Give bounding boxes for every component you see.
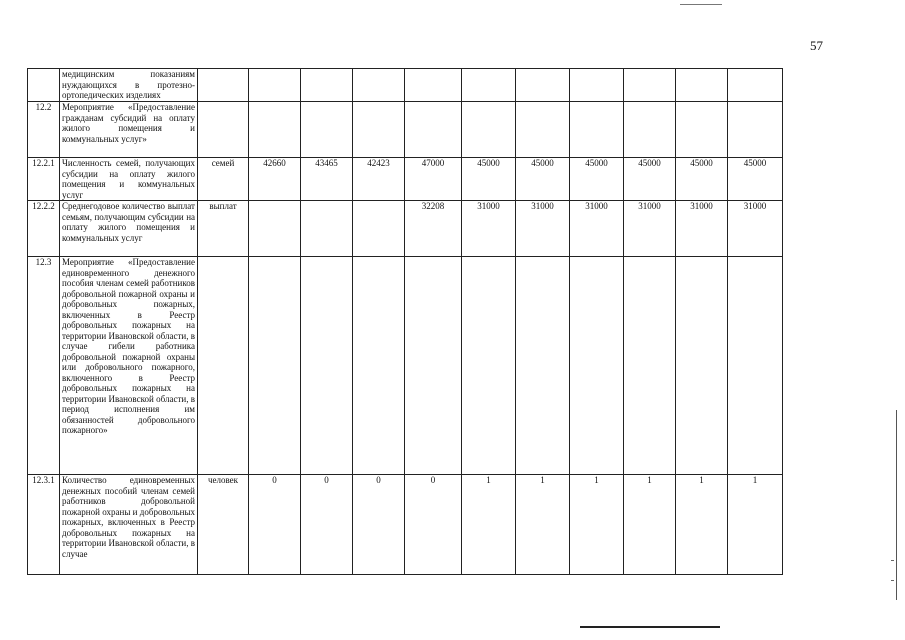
row-description: Количество единовременных денежных пособий членам семей работников добровольной пожарной охраны и добровольных пожарных, включенных в Реестр добровольных пожарных на территории Ивановской области, в случае (60, 475, 198, 575)
row-description: Среднегодовое количество выплат семьям, получающим субсидии на оплату жилого помещения и коммунальных услуг (60, 201, 198, 257)
value-cell (462, 257, 516, 475)
value-cell (624, 69, 676, 102)
table-row (28, 158, 783, 201)
value-cell: 45000 (624, 158, 676, 201)
value-cell: 42423 (353, 158, 405, 201)
row-unit (198, 257, 249, 475)
value-cell (353, 257, 405, 475)
value-cell (301, 257, 353, 475)
scan-artifact-right-edge (896, 410, 897, 600)
value-cell: 1 (516, 475, 570, 575)
value-cell (462, 102, 516, 158)
value-cell (249, 201, 301, 257)
value-cell (405, 257, 462, 475)
scan-artifact-bottom (580, 626, 720, 628)
value-cell (728, 69, 783, 102)
row-number: 12.2.1 (28, 158, 60, 201)
indicator-table (27, 68, 783, 575)
value-cell: 42660 (249, 158, 301, 201)
value-cell (353, 201, 405, 257)
row-description: медицинским показаниям нуждающихся в протезно-ортопедических изделиях (60, 69, 198, 102)
table-row (28, 69, 783, 102)
value-cell: 1 (624, 475, 676, 575)
row-number (28, 69, 60, 102)
value-cell (570, 257, 624, 475)
scan-artifact-tick (891, 580, 894, 581)
value-cell (570, 102, 624, 158)
value-cell: 45000 (516, 158, 570, 201)
page-number: 57 (810, 38, 823, 53)
value-cell: 1 (570, 475, 624, 575)
value-cell: 32208 (405, 201, 462, 257)
row-unit (198, 69, 249, 102)
value-cell: 1 (462, 475, 516, 575)
row-unit: семей (198, 158, 249, 201)
value-cell (353, 69, 405, 102)
value-cell: 45000 (676, 158, 728, 201)
row-description: Мероприятие «Предоставление гражданам субсидий на оплату жилого помещения и коммунальных услуг» (60, 102, 198, 158)
value-cell (624, 257, 676, 475)
value-cell (301, 102, 353, 158)
value-cell (405, 69, 462, 102)
row-number: 12.2 (28, 102, 60, 158)
value-cell (516, 257, 570, 475)
value-cell: 47000 (405, 158, 462, 201)
value-cell: 31000 (462, 201, 516, 257)
value-cell (676, 69, 728, 102)
scan-artifact-top (680, 4, 722, 5)
value-cell: 31000 (516, 201, 570, 257)
value-cell: 0 (249, 475, 301, 575)
row-unit (198, 102, 249, 158)
row-description: Численность семей, получающих субсидии на оплату жилого помещения и коммунальных услуг (60, 158, 198, 201)
value-cell: 45000 (728, 158, 783, 201)
value-cell: 0 (301, 475, 353, 575)
value-cell (676, 257, 728, 475)
value-cell: 31000 (570, 201, 624, 257)
row-number: 12.2.2 (28, 201, 60, 257)
value-cell: 45000 (570, 158, 624, 201)
scan-artifact-tick (891, 560, 894, 561)
value-cell (728, 257, 783, 475)
value-cell (301, 69, 353, 102)
value-cell (405, 102, 462, 158)
value-cell: 45000 (462, 158, 516, 201)
row-unit: выплат (198, 201, 249, 257)
table-row (28, 257, 783, 475)
value-cell: 0 (353, 475, 405, 575)
value-cell (516, 102, 570, 158)
table-row (28, 201, 783, 257)
value-cell (516, 69, 570, 102)
value-cell (301, 201, 353, 257)
value-cell (353, 102, 405, 158)
value-cell: 31000 (676, 201, 728, 257)
value-cell (676, 102, 728, 158)
table-body (28, 69, 783, 575)
value-cell (249, 257, 301, 475)
value-cell (249, 102, 301, 158)
value-cell: 31000 (728, 201, 783, 257)
table-row (28, 475, 783, 575)
value-cell (728, 102, 783, 158)
row-number: 12.3 (28, 257, 60, 475)
value-cell (624, 102, 676, 158)
value-cell (249, 69, 301, 102)
row-description: Мероприятие «Предоставление единовременного денежного пособия членам семей работников добровольной пожарной охраны и добровольных пожарных, включенных в Реестр добровольных пожарных на территории Ивановской области, в случае гибели работника добровольной пожарной охраны или добровольного пожарного, включенного в Реестр добровольных пожарных на территории Ивановской области, в период исполнения им обязанностей добровольного пожарного» (60, 257, 198, 475)
value-cell (462, 69, 516, 102)
row-unit: человек (198, 475, 249, 575)
value-cell (570, 69, 624, 102)
value-cell: 1 (676, 475, 728, 575)
value-cell: 1 (728, 475, 783, 575)
value-cell: 43465 (301, 158, 353, 201)
table-row (28, 102, 783, 158)
value-cell: 31000 (624, 201, 676, 257)
row-number: 12.3.1 (28, 475, 60, 575)
value-cell: 0 (405, 475, 462, 575)
